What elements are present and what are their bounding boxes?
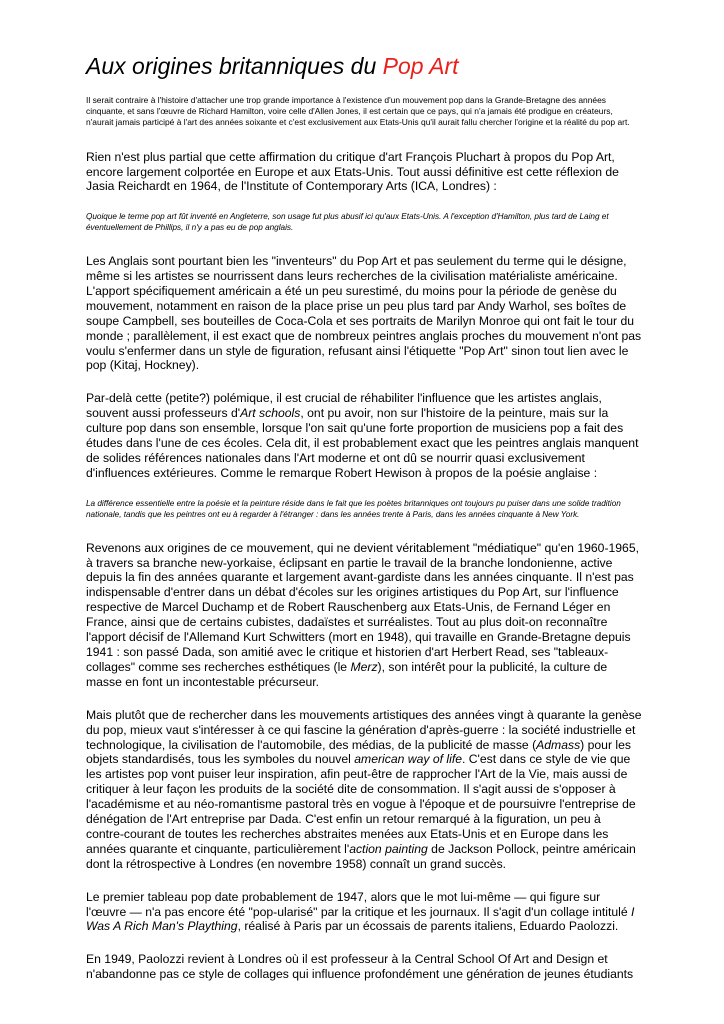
paragraph-5-text-b: ) pour les objets standardisés, tous les symboles du nouvel xyxy=(86,737,631,767)
paragraph-3-text-b: , ont pu avoir, non sur l'histoire de la peinture, mais sur la culture pop dans son ensemble, lorsque l'on sait qu'une forte proportion de musiciens pop a fait des études dans l'une de ces écoles. Cela dit, il est probablement exact que les peintres anglais manquent de solides références nationales dans l'Art moderne et ont dû se nourrir quasi exclusivement d'influences extérieures. Comme le remarque Robert Hewison à propos de la poésie anglaise : xyxy=(86,406,639,480)
title-main: Aux origines britanniques du xyxy=(86,53,383,79)
paragraph-5-emphasis-2: american way of life xyxy=(354,752,462,767)
paragraph-5 xyxy=(86,708,642,872)
paragraph-3-emphasis: Art schools xyxy=(240,406,301,421)
paragraph-4 xyxy=(86,541,642,690)
paragraph-6-emphasis: I Was A Rich Man's Plaything xyxy=(86,904,635,934)
paragraph-6-text-a: Le premier tableau pop date probablement de 1947, alors que le mot lui-même — qui figure sur l'œuvre — n'a pas encore été "pop-ularisé" par la critique et les journaux. Il s'agit d'un collage intitulé xyxy=(86,889,632,919)
paragraph-3-text-a: Par-delà cette (petite?) polémique, il est crucial de réhabiliter l'influence que les artistes anglais, souvent aussi professeurs d' xyxy=(86,391,602,421)
paragraph-5-text-d: de Jackson Pollock, peintre américain dont la rétrospective à Londres (en novembre 1958) connaît un grand succès. xyxy=(86,841,636,871)
paragraph-6-text-b: , réalisé à Paris par un écossais de parents italiens, Eduardo Paolozzi. xyxy=(237,919,619,934)
quote-reichardt: Quoique le terme pop art fût inventé en Angleterre, son usage fut plus abusif ici qu'aux Etats-Unis. A l'exception d'Hamilton, plus tard de Laing et éventuellement de Phillips, il n'y a pas eu de pop anglais. xyxy=(86,212,609,233)
paragraph-7: En 1949, Paolozzi revient à Londres où il est professeur à la Central School Of Art and Design et n'abandonne pas ce style de collages qui influence profondément une génération de jeunes étudiants xyxy=(86,952,634,982)
paragraph-5-text-a: Mais plutôt que de rechercher dans les mouvements artistiques des années vingt à quarante la genèse du pop, mieux vaut s'intéresser à ce qui fascine la génération d'après-guerre : la société industrielle et technologique, la civilisation de l'automobile, des médias, de la publicité de masse ( xyxy=(86,707,642,752)
paragraph-6 xyxy=(86,890,642,935)
intro-paragraph: Il serait contraire à l'histoire d'attacher une trop grande importance à l'existence d'un mouvement pop dans la Grande-Bretagne des années cinquante, et sans l'œuvre de Richard Hamilton, voire celle d'Allen Jones, il est certain que ce pays, qui n'a jamais été prodigue en créateurs, n'aurait jamais participé à l'art des années soixante et c'est exclusivement aux Etats-Unis qu'il aurait fallu chercher l'origine et la réalité du pop art. xyxy=(86,94,630,127)
paragraph-3 xyxy=(86,391,642,480)
paragraph-4-text-b: ), son intérêt pour la publicité, la culture de masse en font un incontestable précurseur. xyxy=(86,659,608,689)
page-title xyxy=(86,53,642,81)
paragraph-5-emphasis-3: action painting xyxy=(349,841,428,856)
paragraph-4-text-a: Revenons aux origines de ce mouvement, qui ne devient véritablement "médiatique" qu'en 1960-1965, à travers sa branche new-yorkaise, éclipsant en partie le travail de la branche londonienne, active depuis la fin des années quarante et largement avant-gardiste dans les années cinquante. Il n'est pas indispensable d'entrer dans un débat d'écoles sur les origines artistiques du Pop Art, sur l'influence respective de Marcel Duchamp et de Robert Rauschenberg aux Etats-Unis, de Fernand Léger en France, ainsi que de certains cubistes, dadaïstes et surréalistes. Tout au plus doit-on reconnaître l'apport décisif de l'Allemand Kurt Schwitters (mort en 1948), qui travaille en Grande-Bretagne depuis 1941 : son passé Dada, son amitié avec le critique et historien d'art Herbert Read, ses "tableaux-collages" comme ses recherches esthétiques (le xyxy=(86,540,639,674)
quote-hewison: La différence essentielle entre la poésie et la peinture réside dans le fait que les poètes britanniques ont toujours pu puiser dans une solide tradition nationale, tandis que les peintres ont eu à regarder à l'étranger : dans les années trente à Paris, dans les années cinquante à New York. xyxy=(86,498,621,519)
document-page xyxy=(86,40,642,1000)
title-accent: Pop Art xyxy=(382,53,459,79)
paragraph-4-emphasis: Merz xyxy=(350,659,378,674)
paragraph-2: Les Anglais sont pourtant bien les "inventeurs" du Pop Art et pas seulement du terme qui le désigne, même si les artistes se nourrissent dans leurs recherches de la civilisation matérialiste américaine. L'apport spécifiquement américain a été un peu surestimé, du moins pour la période de genèse du mouvement, notamment en raison de la place prise un peu plus tard par Andy Warhol, ses boîtes de soupe Campbell, ses bouteilles de Coca-Cola et ses portraits de Marilyn Monroe qui ont fait le tour du monde ; parallèlement, il est exact que de nombreux peintres anglais proches du mouvement n'ont pas voulu s'enfermer dans un style de figuration, refusant ainsi l'étiquette "Pop Art" sinon tout lien avec le pop (Kitaj, Hockney). xyxy=(86,254,642,373)
paragraph-5-emphasis-1: Admass xyxy=(536,737,581,752)
paragraph-5-text-c: . C'est dans ce style de vie que les artistes pop vont puiser leur inspiration, afin peut-être de rapprocher l'Art de la Vie, mais aussi de critiquer à leur façon les produits de la société dite de consommation. Il s'agit aussi de s'opposer à l'académisme et au néo-romantisme pastoral très en vogue à l'époque et de poursuivre l'entreprise de dénégation de l'Art entreprise par Dada. C'est enfin un retour remarqué à la figuration, un peu à contre-courant de toutes les recherches abstraites menées aux Etats-Unis et en Europe dans les années quarante et cinquante, particulièrement l' xyxy=(86,752,636,856)
paragraph-1: Rien n'est plus partial que cette affirmation du critique d'art François Pluchart à propos du Pop Art, encore largement colportée en Europe et aux Etats-Unis. Tout aussi définitive est cette réflexion de Jasia Reichardt en 1964, de l'Institute of Contemporary Arts (ICA, Londres) : xyxy=(86,149,619,194)
